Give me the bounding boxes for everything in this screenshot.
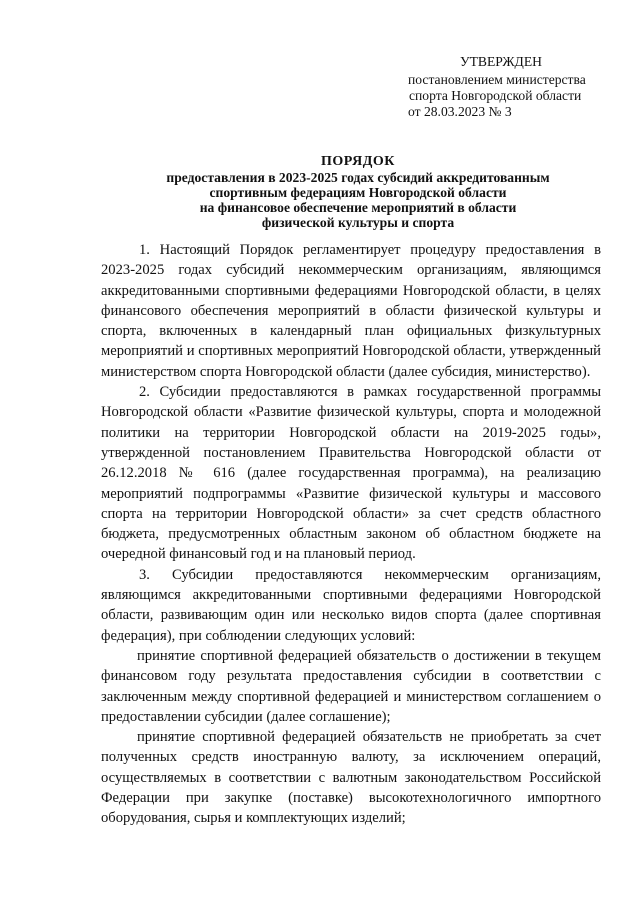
title-line-4: физической культуры и спорта: [261, 215, 455, 230]
paragraph-2: 2. Субсидии предоставляются в рамках государственной программы Новгородской области «Развитие физической культуры, спорта и молодежной политики на территории Новгородской области на 2019-2025 годы», утвержденной постановлением Правительства Новгородской области от 26.12.2018 № 616 (далее государственная программа), на реализацию мероприятий подпрограммы «Развитие физической культуры и массового спорта на территории Новгородской области» за счет средств областного бюджета, предусмотренных областным законом об областном бюджете на очередной финансовый год и на плановый период.: [101, 384, 601, 563]
condition-1: принятие спортивной федерацией обязательств о достижении в текущем финансовом году результата предоставления субсидии в соответствии с заключенным между спортивной федерацией и министерством соглашением о предоставлении субсидии (далее соглашение);: [101, 647, 601, 725]
title-main: ПОРЯДОК: [321, 154, 395, 169]
title-line-2: спортивным федерациям Новгородской области: [209, 185, 507, 200]
paragraph-3: 3. Субсидии предоставляются некоммерческим организациям, являющимся аккредитованными спортивными федерациями Новгородской области, развивающим один или несколько видов спорта (далее спортивная федерация), при соблюдении следующих условий:: [101, 566, 601, 644]
approval-line-3: от 28.03.2023 № 3: [408, 104, 512, 119]
approval-stamp: [408, 54, 623, 120]
paragraph-1: 1. Настоящий Порядок регламентирует процедуру предоставления в 2023-2025 годах субсидий некоммерческим организациям, являющимся аккредитованными спортивными федерациями Новгородской области, в целях финансового обеспечения мероприятий в области физической культуры и спорта, включенных в календарный план официальных физкультурных мероприятий и спортивных мероприятий Новгородской области, утвержденный министерством спорта Новгородской области (далее субсидия, министерство).: [101, 242, 601, 380]
document-title: [88, 154, 628, 230]
title-line-1: предоставления в 2023-2025 годах субсидий аккредитованным: [166, 170, 550, 185]
title-line-3: на финансовое обеспечение мероприятий в области: [199, 200, 517, 215]
condition-2: принятие спортивной федерацией обязательств не приобретать за счет полученных средств иностранную валюту, за исключением операций, осуществляемых в соответствии с валютным законодательством Российской Федерации при закупке (поставке) высокотехнологичного импортного оборудования, сырья и комплектующих изделий;: [101, 729, 601, 827]
approval-line-1: постановлением министерства: [408, 72, 586, 87]
document-body: [101, 240, 601, 829]
approval-title: УТВЕРЖДЕН: [460, 54, 542, 69]
approval-line-2: спорта Новгородской области: [409, 88, 582, 103]
